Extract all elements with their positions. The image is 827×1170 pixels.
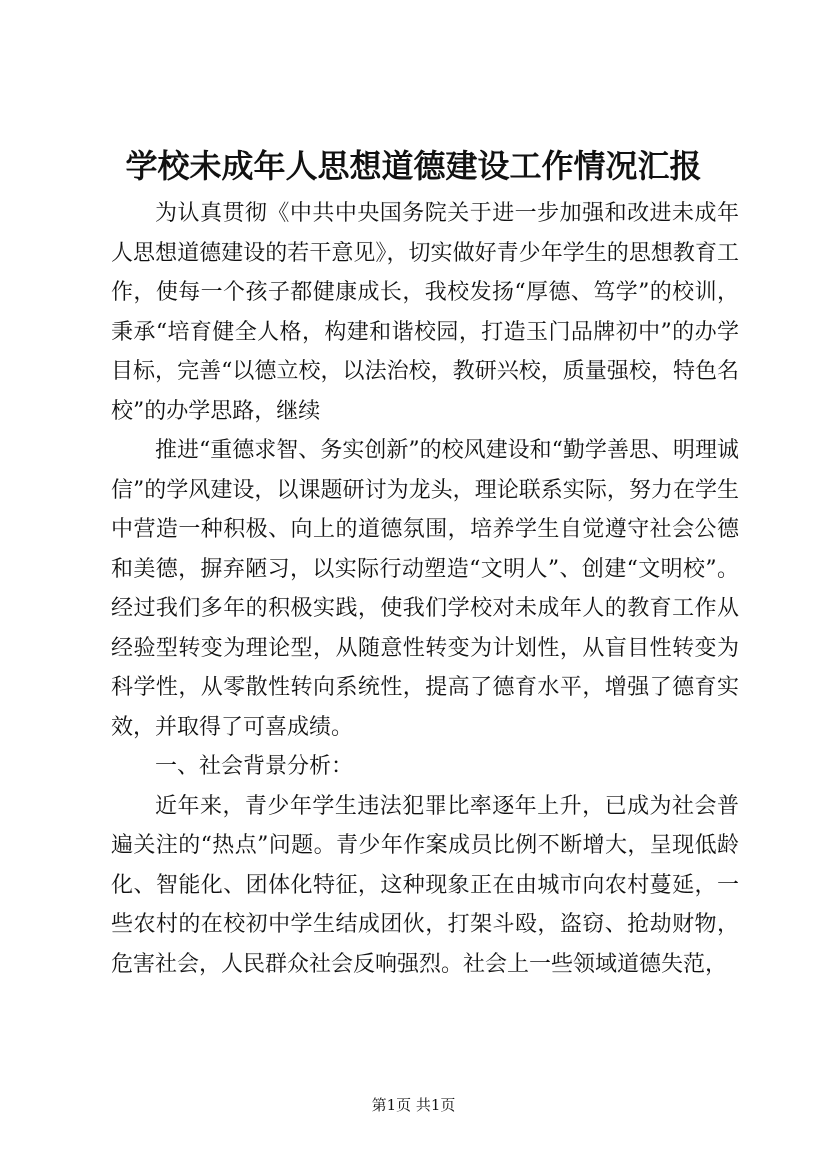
document-body <box>111 194 739 984</box>
section-heading-social-background: 一、社会背景分析： <box>155 754 354 779</box>
page-footer: 第1页 共1页 <box>371 1096 456 1114</box>
document-title: 学校未成年人思想道德建设工作情况汇报 <box>125 147 702 185</box>
paragraph-social-background: 近年来，青少年学生违法犯罪比率逐年上升，已成为社会普遍关注的“热点”问题。青少年作案成员比例不断增大，呈现低龄化、智能化、团体化特征，这种现象正在由城市向农村蔓延，一些农村的在校初中学生结成团伙，打架斗殴，盗窃、抢劫财物，危害社会，人民群众社会反响强烈。社会上一些领域道德失范， <box>111 793 739 977</box>
paragraph-continuation: 推进“重德求智、务实创新”的校风建设和“勤学善思、明理诚信”的学风建设，以课题研讨为龙头，理论联系实际，努力在学生中营造一种积极、向上的道德氛围，培养学生自觉遵守社会公德和美德，摒弃陋习，以实际行动塑造“文明人”、创建“文明校”。经过我们多年的积极实践，使我们学校对未成年人的教育工作从经验型转变为理论型，从随意性转变为计划性，从盲目性转变为科学性，从零散性转向系统性，提高了德育水平，增强了德育实效，并取得了可喜成绩。 <box>111 438 739 740</box>
paragraph-intro: 为认真贯彻《中共中央国务院关于进一步加强和改进未成年人思想道德建设的若干意见》，切实做好青少年学生的思想教育工作，使每一个孩子都健康成长，我校发扬“厚德、笃学”的校训，秉承“培育健全人格，构建和谐校园，打造玉门品牌初中”的办学目标，完善“以德立校，以法治校，教研兴校，质量强校，特色名校”的办学思路，继续 <box>111 201 739 424</box>
